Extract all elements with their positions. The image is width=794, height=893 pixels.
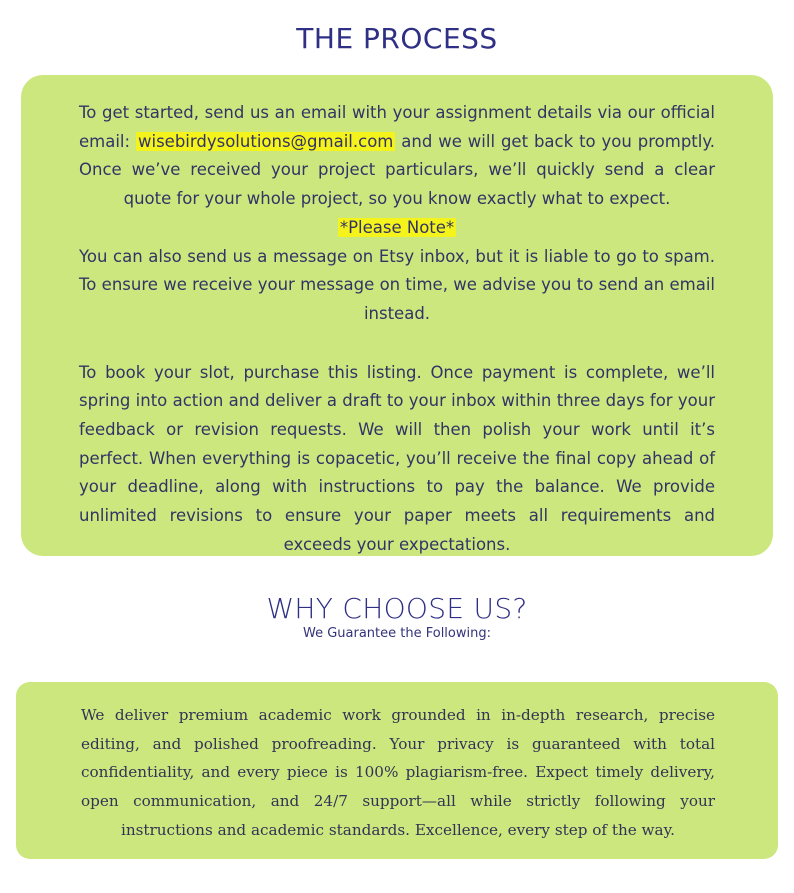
intro-text-after-email: and we will get back to you promptly. Once we’ve received your project particulars, we’ll quickly send a clear quote for your whole project, so you know exactly what to expect.: [79, 131, 716, 209]
please-note-line: [79, 214, 715, 243]
guarantee-panel: [16, 682, 778, 859]
please-note-label: *Please Note*: [339, 217, 455, 237]
email-link[interactable]: wisebirdysolutions@gmail.com: [138, 131, 394, 151]
guarantee-paragraph: We deliver premium academic work grounded in in-depth research, precise editing, and polished proofreading. Your privacy is guaranteed with total confidentiality, and every piece is 100% plagiarism-free. Expect timely delivery, open communication, and 24/7 support—all while strictly following your instructions and academic standards. Excellence, every step of the way.: [81, 706, 715, 839]
why-choose-us-title: WHY CHOOSE US?: [266, 592, 528, 625]
process-title: THE PROCESS: [296, 22, 498, 55]
note-paragraph: You can also send us a message on Etsy inbox, but it is liable to go to spam. To ensure we receive your message on time, we advise you to send an email instead.: [79, 246, 715, 323]
intro-text-before-email: To get started, send us an email with your assignment details via our official email:: [79, 103, 715, 151]
paragraph-spacer: [79, 329, 715, 359]
why-choose-us-subtitle: We Guarantee the Following:: [302, 626, 491, 641]
booking-paragraph: To book your slot, purchase this listing. Once payment is complete, we’ll spring into action and deliver a draft to your inbox within three days for your feedback or revision requests. We will then polish your work until it’s perfect. When everything is copacetic, you’ll receive the final copy ahead of your deadline, along with instructions to pay the balance. We provide unlimited revisions to ensure your paper meets all requirements and exceeds your expectations.: [79, 362, 715, 554]
process-panel: [21, 75, 773, 556]
process-intro-paragraph: [79, 99, 715, 214]
